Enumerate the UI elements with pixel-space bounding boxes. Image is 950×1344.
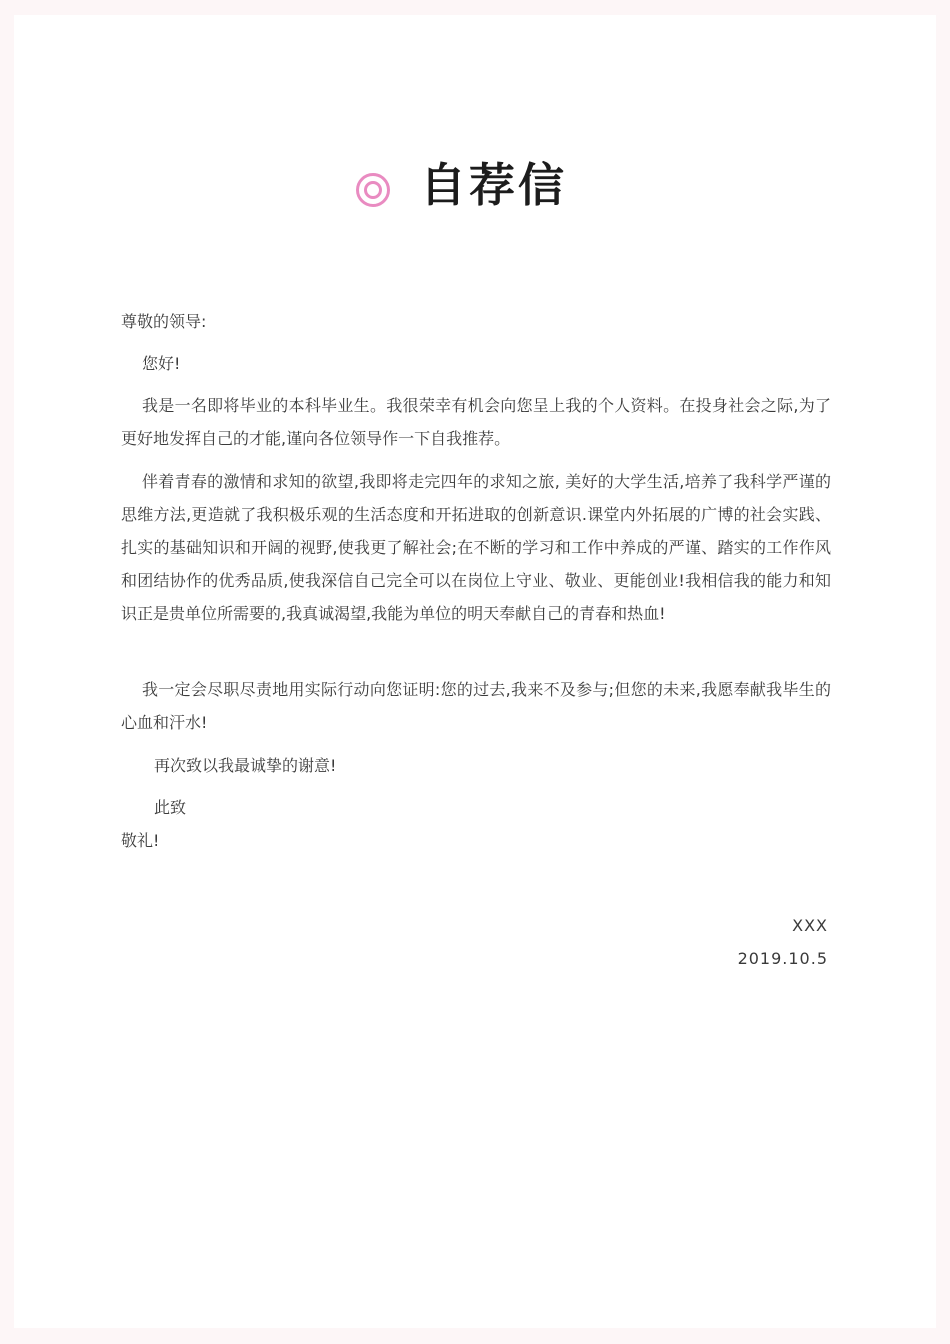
greeting: 您好!: [142, 354, 181, 373]
closing-line-1: 此致: [154, 798, 187, 817]
page-title: 自荐信: [420, 158, 567, 212]
title-row: [14, 155, 936, 219]
paragraph-commitment: 我一定会尽职尽责地用实际行动向您证明:您的过去,我来不及参与;但您的未来,我愿奉献我毕生的心血和汗水!: [121, 680, 831, 732]
thanks-line: 再次致以我最诚挚的谢意!: [154, 756, 337, 775]
paragraph-experience: 伴着青春的激情和求知的欲望,我即将走完四年的求知之旅, 美好的大学生活,培养了我科学严谨的思维方法,更造就了我积极乐观的生活态度和开拓进取的创新意识.课堂内外拓展的广博的社会实践、扎实的基础知识和开阔的视野,使我更了解社会;在不断的学习和工作中养成的严谨、踏实的工作作风和团结协作的优秀品质,使我深信自己完全可以在岗位上守业、敬业、更能创业!我相信我的能力和知识正是贵单位所需要的,我真诚渴望,我能为单位的明天奉献自己的青春和热血!: [121, 472, 831, 623]
paragraph-intro: 我是一名即将毕业的本科毕业生。我很荣幸有机会向您呈上我的个人资料。在投身社会之际,为了更好地发挥自己的才能,谨向各位领导作一下自我推荐。: [121, 396, 831, 448]
closing-line-2: 敬礼!: [121, 831, 160, 850]
letter-page: [14, 15, 936, 1328]
date: 2019.10.5: [737, 949, 828, 968]
salutation: 尊敬的领导:: [121, 312, 207, 331]
concentric-circle-icon: [355, 172, 391, 208]
signature: XXX: [792, 916, 828, 935]
